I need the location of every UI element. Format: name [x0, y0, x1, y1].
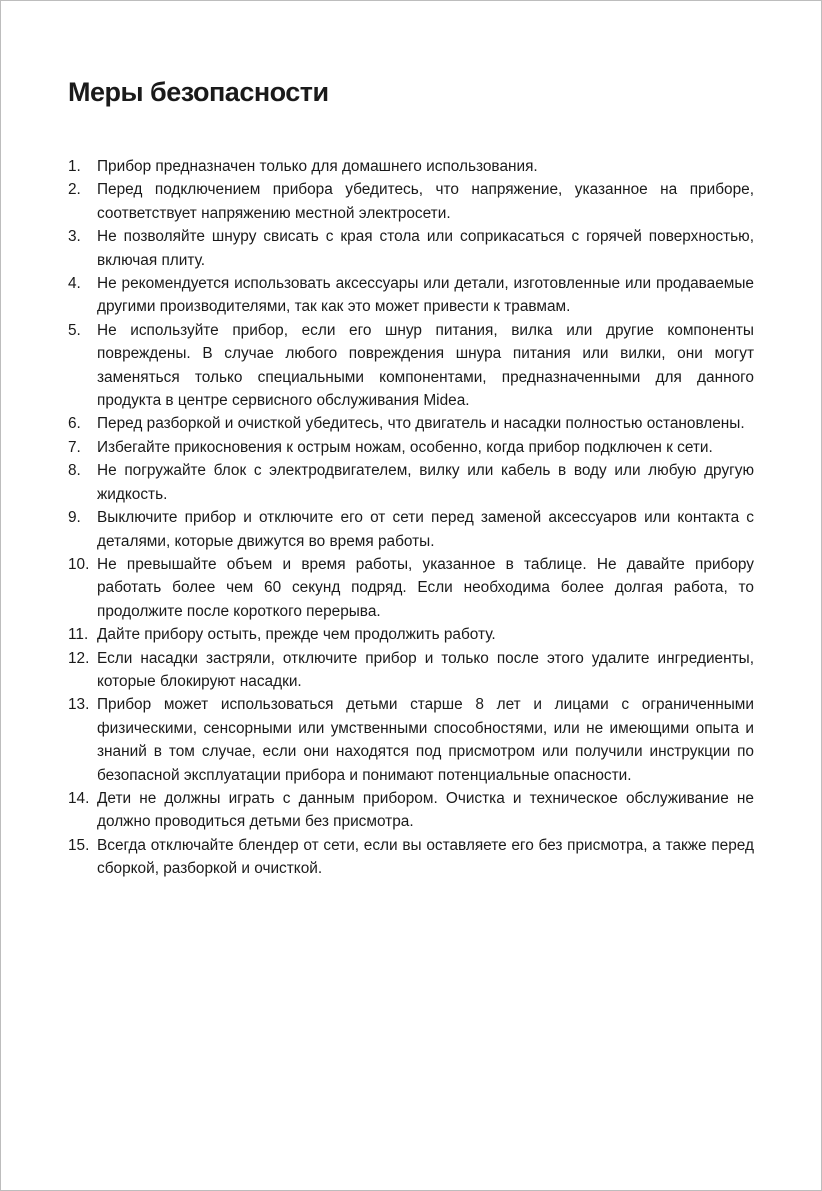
item-text: Перед подключением прибора убедитесь, что напряжение, указанное на приборе, соответствует напряжению местной электросети.: [97, 181, 754, 222]
page-title: Меры безопасности: [68, 77, 329, 107]
item-number: 10.: [68, 555, 90, 573]
list-item: [68, 647, 754, 694]
item-text: Дети не должны играть с данным прибором. Очистка и техническое обслуживание не должно проводиться детьми без присмотра.: [97, 789, 754, 831]
list-item: [68, 319, 754, 413]
item-number: 9.: [68, 509, 81, 527]
item-number: 4.: [68, 275, 81, 293]
item-number: 1.: [68, 158, 81, 175]
list-item: [68, 834, 754, 881]
item-number: 12.: [68, 649, 90, 667]
list-item: [68, 225, 754, 272]
item-number: 7.: [68, 438, 81, 456]
item-text: Не рекомендуется использовать аксессуары или детали, изготовленные или продаваемые другими производителями, так как это может привести к травмам.: [97, 275, 754, 316]
item-text: Прибор может использоваться детьми старше 8 лет и лицами с ограниченными физическими, сенсорными или умственными способностями, или не имеющими опыта и знаний в том случае, если они находятся под присмотром или получили инструкции по безопасной эксплуатации прибора и понимают потенциальные опасности.: [97, 696, 754, 784]
item-text: Не используйте прибор, если его шнур питания, вилка или другие компоненты повреждены. В случае любого повреждения шнура питания или вилки, они могут заменяться только специальными компонентами, предназначенными для данного продукта в центре сервисного обслуживания Midea.: [97, 321, 754, 410]
list-item: [68, 553, 754, 623]
item-number: 5.: [68, 321, 81, 339]
list-item: [68, 412, 754, 435]
item-number: 15.: [68, 836, 90, 854]
list-item: [68, 787, 754, 834]
item-number: 14.: [68, 789, 90, 807]
list-item: [68, 155, 754, 178]
list-item: [68, 459, 754, 506]
item-text: Если насадки застряли, отключите прибор и только после этого удалите ингредиенты, которые блокируют насадки.: [97, 649, 754, 690]
item-text: Всегда отключайте блендер от сети, если вы оставляете его без присмотра, а также перед сборкой, разборкой и очисткой.: [97, 836, 754, 878]
list-item: [68, 506, 754, 553]
item-number: 3.: [68, 228, 81, 246]
item-text: Избегайте прикосновения к острым ножам, особенно, когда прибор подключен к сети.: [97, 438, 713, 456]
item-text: Прибор предназначен только для домашнего использования.: [97, 158, 538, 175]
item-text: Не погружайте блок с электродвигателем, вилку или кабель в воду или любую другую жидкость.: [97, 462, 754, 503]
list-item: [68, 436, 754, 459]
item-number: 6.: [68, 415, 81, 433]
item-text: Не превышайте объем и время работы, указанное в таблице. Не давайте прибору работать более чем 60 секунд подряд. Если необходима более долгая работа, то продолжите после короткого перерыва.: [97, 555, 754, 620]
list-item: [68, 623, 754, 646]
item-text: Дайте прибору остыть, прежде чем продолжить работу.: [97, 626, 496, 644]
list-item: [68, 272, 754, 319]
item-text: Не позволяйте шнуру свисать с края стола или соприкасаться с горячей поверхностью, включая плиту.: [97, 228, 754, 269]
item-number: 8.: [68, 462, 81, 480]
item-text: Выключите прибор и отключите его от сети перед заменой аксессуаров или контакта с деталями, которые движутся во время работы.: [97, 509, 754, 550]
list-item: [68, 178, 754, 225]
item-number: 11.: [68, 626, 89, 644]
item-number: 13.: [68, 696, 90, 714]
item-text: Перед разборкой и очисткой убедитесь, что двигатель и насадки полностью остановлены.: [97, 415, 745, 433]
list-item: [68, 693, 754, 787]
item-number: 2.: [68, 181, 81, 199]
safety-rules-list: [68, 155, 754, 881]
